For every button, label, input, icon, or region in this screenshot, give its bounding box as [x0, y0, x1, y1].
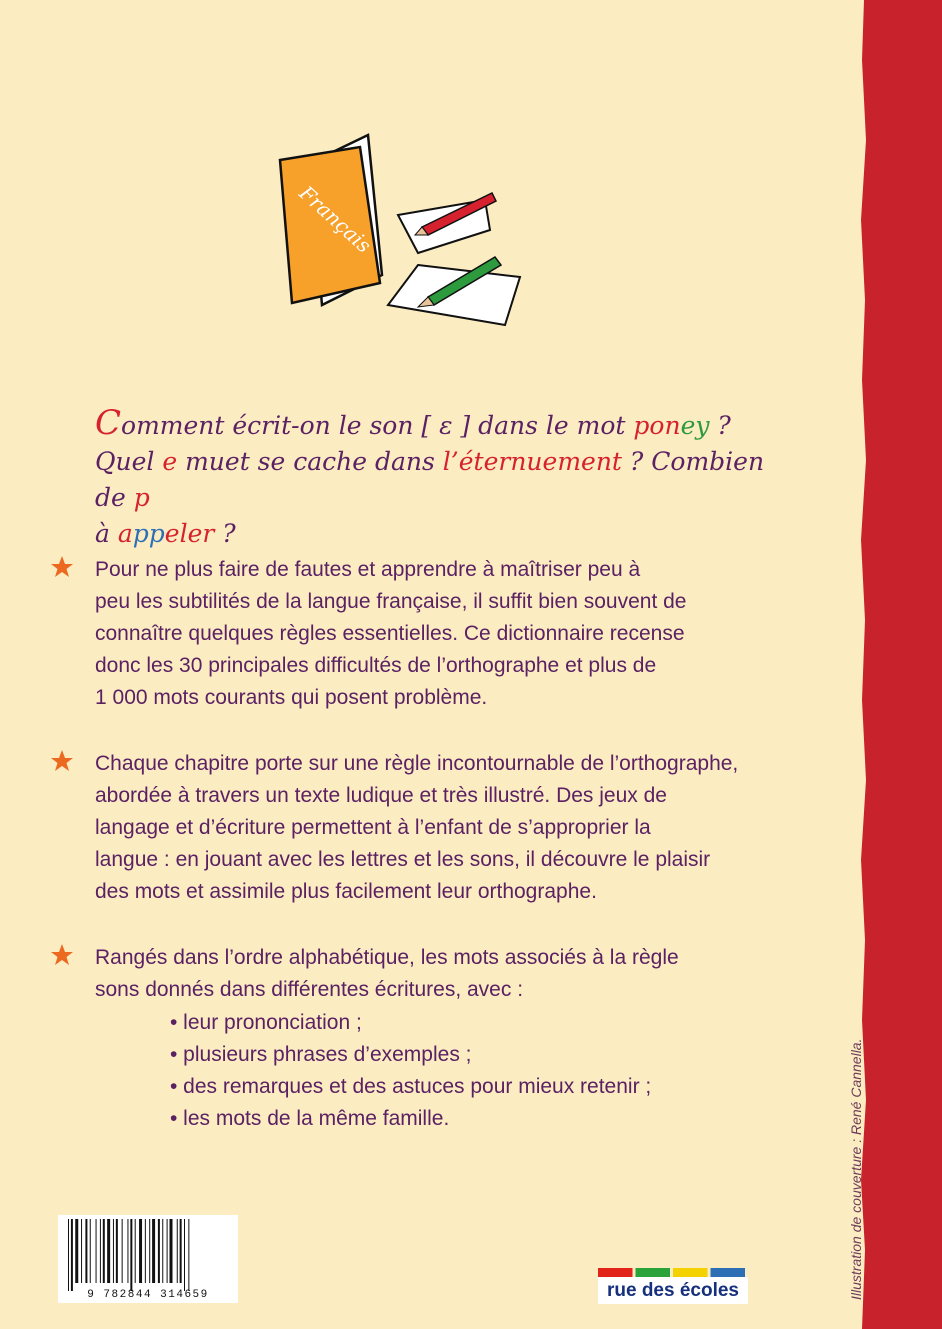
barcode-bar	[170, 1219, 173, 1283]
paragraph-3	[95, 942, 745, 1006]
publisher-name: rue des écoles	[598, 1277, 748, 1304]
paragraph-line: Chaque chapitre porte sur une règle incontournable de l’orthographe,	[95, 752, 739, 775]
intro-text: Quel	[95, 447, 163, 476]
paragraph-line: peu les subtilités de la langue française, il suffit bien souvent de	[95, 590, 687, 613]
barcode-bar	[103, 1219, 105, 1283]
intro-text: ?	[214, 519, 236, 548]
list-item: • des remarques et des astuces pour mieux retenir ;	[170, 1075, 652, 1098]
letter-p: p	[133, 483, 150, 512]
barcode-bar	[149, 1219, 150, 1283]
paragraph-line: abordée à travers un texte ludique et très illustré. Des jeux de	[95, 784, 667, 807]
barcode-bar	[162, 1219, 163, 1283]
paper-sheet-bottom	[388, 265, 520, 325]
barcode-bar	[135, 1219, 136, 1283]
publisher-stripe	[673, 1268, 708, 1277]
intro-text: muet se cache dans	[177, 447, 443, 476]
barcode-bar	[81, 1219, 82, 1283]
intro-text: ?	[709, 411, 731, 440]
intro-text: omment écrit-on le son [ ε ] dans le mot	[121, 411, 634, 440]
intro-text: ? Combien de	[95, 447, 765, 512]
barcode-bar	[188, 1219, 189, 1291]
word-appeler-part2: pp	[132, 519, 165, 548]
barcode-bar	[177, 1219, 178, 1283]
paragraph-line: Rangés dans l’ordre alphabétique, les mots associés à la règle	[95, 946, 679, 969]
intro-question-block	[95, 405, 765, 552]
paragraph-line: des mots et assimile plus facilement leur orthographe.	[95, 880, 597, 903]
publisher-stripe	[711, 1268, 746, 1277]
barcode-bar	[71, 1219, 73, 1291]
word-eternuement: l’éternuement	[442, 447, 622, 476]
word-appeler-part3: eler	[164, 519, 215, 548]
paragraph-line: connaître quelques règles essentielles. Ce dictionnaire recense	[95, 622, 685, 645]
barcode-bar	[90, 1219, 91, 1283]
star-bullet-icon	[50, 749, 74, 773]
word-appeler-part1: a	[117, 519, 133, 548]
cover-illustration-credit: Illustration de couverture : René Cannella.	[848, 1038, 864, 1300]
star-bullet-icon	[50, 943, 74, 967]
list-item: • leur prononciation ;	[170, 1011, 362, 1034]
barcode-bar	[107, 1219, 110, 1283]
barcode-bar	[167, 1219, 168, 1283]
barcode-bar	[158, 1219, 160, 1283]
intro-line-3	[95, 516, 765, 552]
barcode-bar	[184, 1219, 185, 1291]
barcode-bar	[127, 1219, 128, 1283]
letter-e: e	[162, 447, 178, 476]
paragraph-line: donc les 30 principales difficultés de l’orthographe et plus de	[95, 654, 657, 677]
barcode-bar	[68, 1219, 69, 1291]
barcode-bar	[116, 1219, 118, 1283]
red-spine-band	[858, 0, 942, 1329]
barcode-digits: 9 782844 314659	[87, 1289, 209, 1301]
intro-text: à	[95, 519, 118, 548]
paragraph-1	[95, 554, 745, 714]
barcode-bar	[85, 1219, 87, 1283]
barcode-bars	[58, 1219, 238, 1291]
intro-line-2	[95, 444, 765, 516]
publisher-stripe	[598, 1268, 633, 1277]
list-item: • les mots de la même famille.	[170, 1107, 450, 1130]
barcode-bar	[75, 1219, 78, 1283]
word-poney-part1: pon	[633, 411, 681, 440]
barcode-bar	[139, 1219, 142, 1283]
word-poney-part2: ey	[680, 411, 710, 440]
paragraph-2	[95, 748, 745, 908]
barcode-bar	[113, 1219, 114, 1283]
intro-line-1	[95, 405, 765, 444]
publisher-color-stripes	[598, 1268, 748, 1277]
publisher-stripe	[636, 1268, 671, 1277]
barcode-bar	[122, 1219, 123, 1283]
booklet-label: Français	[294, 180, 377, 258]
barcode-bar	[145, 1219, 146, 1283]
isbn-barcode	[58, 1215, 238, 1303]
paragraph-line: langage et d’écriture permettent à l’enfant de s’approprier la	[95, 816, 651, 839]
star-bullet-icon	[50, 555, 74, 579]
book-and-pencils-illustration	[270, 125, 540, 330]
intro-initial: C	[95, 403, 122, 443]
list-item: • plusieurs phrases d’exemples ;	[170, 1043, 472, 1066]
paragraph-line: Pour ne plus faire de fautes et apprendre à maîtriser peu à	[95, 558, 641, 581]
paragraph-line: langue : en jouant avec les lettres et les sons, il découvre le plaisir	[95, 848, 711, 871]
barcode-bar	[100, 1219, 101, 1283]
barcode-bar	[152, 1219, 155, 1283]
barcode-bar	[130, 1219, 132, 1291]
paragraph-line: 1 000 mots courants qui posent problème.	[95, 686, 488, 709]
paragraph-line: sons donnés dans différentes écritures, avec :	[95, 978, 524, 1001]
barcode-bar	[180, 1219, 182, 1283]
barcode-bar	[96, 1219, 97, 1283]
publisher-logo	[598, 1268, 748, 1304]
feature-list	[170, 1007, 651, 1135]
